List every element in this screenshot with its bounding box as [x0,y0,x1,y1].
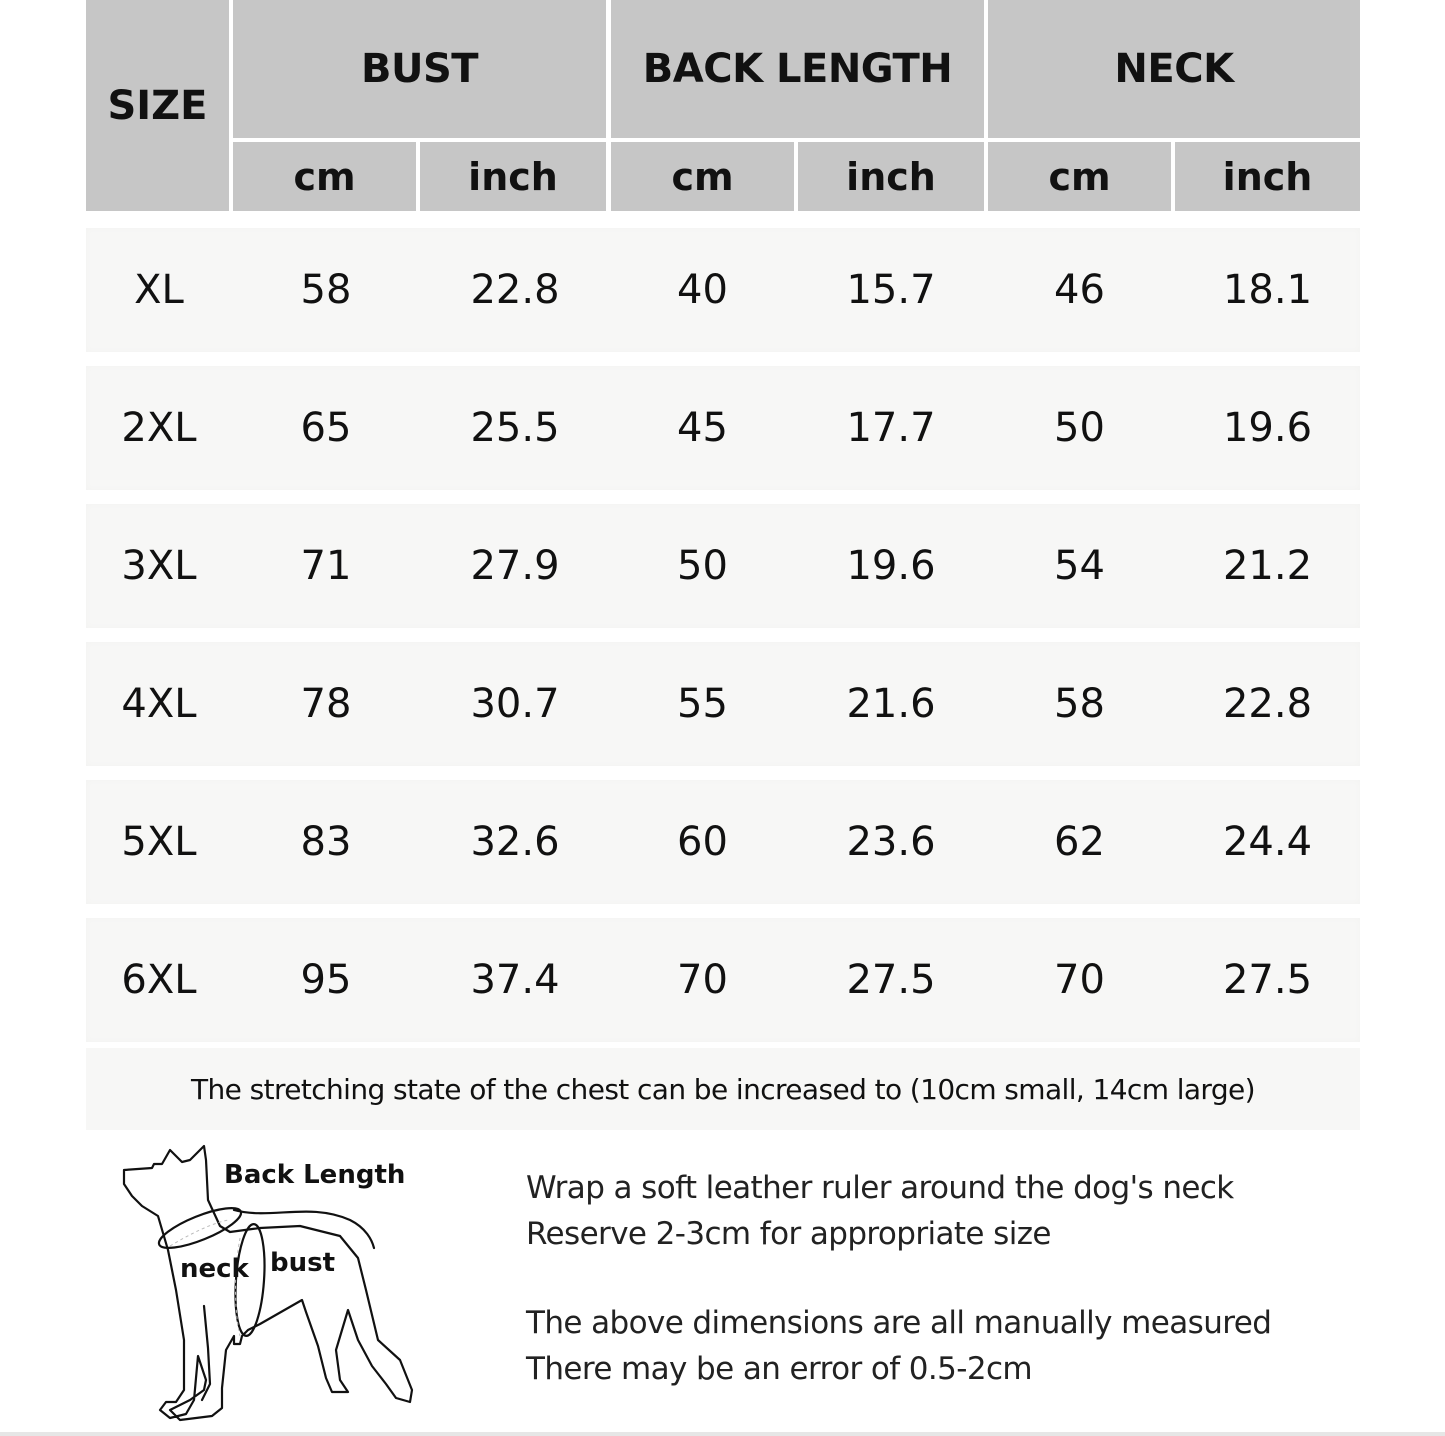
neck-header: NECK [988,0,1360,138]
bust-inch-cell: 25.5 [470,405,560,451]
back-length-inch-header: inch [798,142,984,211]
measurement-diagram [110,1140,430,1430]
bust-cm-cell: 83 [300,819,352,865]
size-cell: 6XL [121,957,197,1003]
back-cm-cell: 70 [677,957,728,1003]
back-inch-cell: 17.7 [846,405,936,451]
back-inch-cell: 27.5 [846,957,936,1003]
bust-cm-cell: 71 [300,543,352,589]
table-row [86,642,1360,766]
bust-inch-cell: 27.9 [470,543,560,589]
back-cm-cell: 50 [677,543,728,589]
bust-label: bust [270,1248,336,1278]
neck-cm-cell: 46 [1054,267,1105,313]
bust-inch-cell: 30.7 [470,681,560,727]
back-inch-cell: 21.6 [846,681,936,727]
back-length-label: Back Length [224,1160,406,1190]
stretch-note: The stretching state of the chest can be increased to (10cm small, 14cm large) [86,1048,1360,1130]
back-inch-cell: 15.7 [846,267,936,313]
table-row [86,228,1360,352]
back-length-header: BACK LENGTH [611,0,984,138]
back-inch-cell: 23.6 [846,819,936,865]
table-row [86,366,1360,490]
bust-inch-header: inch [420,142,606,211]
bust-cm-header: cm [233,142,416,211]
neck-inch-cell: 22.8 [1222,681,1313,727]
back-length-cm-header: cm [611,142,794,211]
bust-cm-cell: 95 [300,957,352,1003]
bottom-divider [0,1432,1445,1436]
bust-header: BUST [233,0,606,138]
bust-cm-cell: 78 [300,681,352,727]
table-row [86,780,1360,904]
neck-cm-cell: 62 [1054,819,1105,865]
bust-cm-cell: 58 [300,267,352,313]
instruction-line: Wrap a soft leather ruler around the dog's neck [526,1170,1234,1206]
size-cell: 2XL [121,405,197,451]
back-inch-cell: 19.6 [846,543,936,589]
bust-inch-cell: 32.6 [470,819,560,865]
neck-inch-cell: 24.4 [1222,819,1313,865]
instruction-line: Reserve 2-3cm for appropriate size [526,1216,1051,1252]
table-row [86,918,1360,1042]
neck-label: neck [180,1254,249,1284]
back-cm-cell: 45 [677,405,728,451]
neck-cm-cell: 50 [1054,405,1105,451]
instruction-line: The above dimensions are all manually measured [526,1305,1272,1341]
neck-inch-header: inch [1175,142,1360,211]
neck-cm-cell: 54 [1054,543,1105,589]
neck-cm-header: cm [988,142,1171,211]
size-cell: 5XL [121,819,197,865]
size-cell: 4XL [121,681,197,727]
back-cm-cell: 40 [677,267,728,313]
neck-inch-cell: 18.1 [1222,267,1313,313]
instruction-line: There may be an error of 0.5-2cm [526,1351,1033,1387]
bust-cm-cell: 65 [300,405,352,451]
neck-inch-cell: 19.6 [1222,405,1313,451]
neck-inch-cell: 27.5 [1222,957,1313,1003]
back-cm-cell: 55 [677,681,728,727]
size-cell: XL [134,267,184,313]
size-header: SIZE [86,0,229,211]
bust-inch-cell: 37.4 [470,957,560,1003]
bust-inch-cell: 22.8 [470,267,560,313]
size-cell: 3XL [121,543,197,589]
back-cm-cell: 60 [677,819,728,865]
table-row [86,504,1360,628]
neck-cm-cell: 70 [1054,957,1105,1003]
neck-cm-cell: 58 [1054,681,1105,727]
neck-inch-cell: 21.2 [1222,543,1313,589]
